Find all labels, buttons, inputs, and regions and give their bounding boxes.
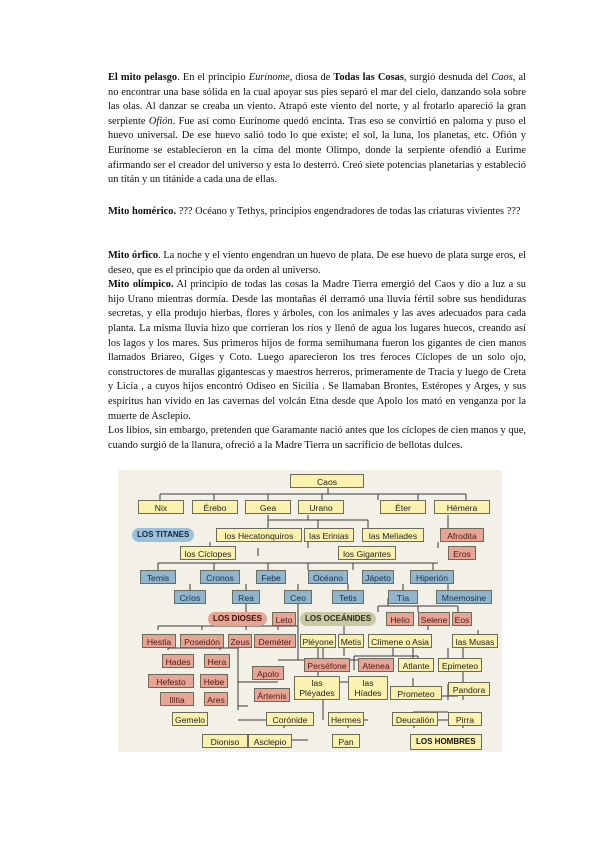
node-pan: Pan — [332, 734, 360, 748]
pelasgo-text-4: , al no encontrar una base sólida en la cual apoyar sus pies separó el mar del cielo, danzando sola sobre las olas. Al danzar se creaba un viento. Atrapó este viento del norte, y al frotarlo apareció la gran serpiente — [108, 72, 526, 127]
label-titanes: LOS TITANES — [132, 528, 194, 542]
node-hebe: Hebe — [200, 674, 228, 688]
node-artemis: Ártemis — [254, 688, 290, 702]
node-ciclopes: los Cíclopes — [180, 546, 236, 560]
node-gemelo: Gemelo — [172, 712, 208, 726]
node-atlante: Atlante — [398, 658, 434, 672]
paragraph-pelasgo — [108, 71, 526, 188]
node-hermes: Hermes — [328, 712, 364, 726]
node-pleyone: Pléyone — [300, 634, 336, 648]
paragraph-olimpico — [108, 278, 526, 424]
node-tetis: Tetis — [332, 590, 364, 604]
node-ares: Ares — [204, 692, 228, 706]
node-mnemosine: Mnemosine — [436, 590, 492, 604]
node-apolo: Apolo — [252, 666, 284, 680]
paragraph-libios — [108, 424, 526, 453]
node-tia: Tía — [388, 590, 418, 604]
orfico-title: Mito órfico — [108, 250, 159, 261]
node-hecatonquiros: los Hecatonquiros — [216, 528, 302, 542]
paragraph-orfico — [108, 249, 526, 278]
node-selene: Selene — [418, 612, 450, 626]
paragraph-homerico — [108, 205, 526, 220]
node-climene: Clímene o Asia — [368, 634, 432, 648]
node-cronos: Cronos — [200, 570, 240, 584]
olimpico-text: Al principio de todas las cosas la Madre Tierra emergió del Caos y dio a luz a su hijo Urano mientras dormía. Desde las montañas él derramó una lluvia fértil sobre sus hendiduras secretas, y ella produjo hierbas, flores y árboles, con los animales y las aves adecuados para cada planta. La misma lluvia hizo que corrieran los ríos y llenó de agua los lugares huecos, creando así los lagos y los mares. Sus primeros hijos de forma semihumana fueron los gigantes de cien manos llamados Briareo, Giges y Coto. Luego aparecieron los tres feroces Cíclopes de un solo ojo, constructores de murallas gigantescas y maestros herreros, primeramente de Tracia y luego de Creta y Licia , a cuyos hijos encontró Odiseo en Sicilia . Se llamaban Brontes, Estéropes y Arges, y sus espíritus han vivido en las cavernas del volcán Etna desde que Apolo los mató en venganza por la muerte de Asclepio. — [108, 279, 526, 422]
node-eter: Éter — [380, 500, 426, 514]
node-hiades: las Híades — [348, 676, 388, 700]
node-hemera: Hémera — [434, 500, 490, 514]
node-japeto: Jápeto — [362, 570, 394, 584]
node-zeus: Zeus — [228, 634, 252, 648]
node-gea: Gea — [245, 500, 291, 514]
node-crios: Críos — [174, 590, 206, 604]
eurinome-name: Eurínome — [248, 72, 290, 83]
homerico-text: ??? Océano y Tethys, principios engendradores de todas las criaturas vivientes ??? — [176, 206, 521, 217]
pelasgo-text-3: , surgió desnuda del — [403, 72, 492, 83]
node-oceano: Océano — [308, 570, 348, 584]
caos-word: Caos — [491, 72, 513, 83]
node-poseidon: Poseidón — [180, 634, 224, 648]
node-afrodita: Afrodita — [440, 528, 484, 542]
node-hades: Hades — [162, 654, 194, 668]
node-hestia: Hestia — [142, 634, 176, 648]
node-ilitia: Ilitia — [160, 692, 194, 706]
node-demeter: Deméter — [254, 634, 296, 648]
todas-las-cosas: Todas las Cosas — [333, 72, 404, 83]
pelasgo-title: El mito pelasgo — [108, 72, 178, 83]
node-deucalion: Deucalión — [392, 712, 438, 726]
node-temis: Temis — [140, 570, 176, 584]
pelasgo-text-2: , diosa de — [289, 72, 334, 83]
node-nix: Nix — [138, 500, 184, 514]
orfico-text: . La noche y el viento engendran un huevo de plata. De ese huevo de plata surge eros, el deseo, que es el principio que da orden al universo. — [108, 250, 526, 276]
family-tree-diagram — [118, 470, 502, 752]
node-erebo: Érebo — [192, 500, 238, 514]
node-leto: Leto — [272, 612, 296, 626]
node-febe: Febe — [256, 570, 286, 584]
node-helio: Helio — [386, 612, 414, 626]
node-asclepio: Asclepio — [248, 734, 292, 748]
pelasgo-text-1: . En el principio — [177, 72, 249, 83]
node-hefesto: Hefesto — [148, 674, 194, 688]
label-hombres: LOS HOMBRES — [410, 734, 482, 750]
node-dioniso: Dioniso — [202, 734, 248, 748]
node-erinias: las Erinias — [304, 528, 354, 542]
node-epimeteo: Epimeteo — [438, 658, 482, 672]
node-playades: las Pléyades — [294, 676, 340, 700]
homerico-title: Mito homérico. — [108, 206, 177, 217]
node-rea: Rea — [232, 590, 260, 604]
paragraph-group — [108, 249, 526, 453]
label-dioses: LOS DIOSES — [208, 612, 267, 626]
node-coronide: Corónide — [266, 712, 314, 726]
node-metis: Metis — [338, 634, 364, 648]
node-ceo: Ceo — [284, 590, 312, 604]
node-gigantes: los Gigantes — [338, 546, 396, 560]
olimpico-title: Mito olímpico. — [108, 279, 174, 291]
node-prometeo: Prometeo — [390, 686, 442, 700]
node-persefone: Perséfone — [304, 658, 350, 672]
node-hiperion: Hiperión — [410, 570, 454, 584]
node-caos: Caos — [290, 474, 364, 488]
ofion-name: Ofión — [148, 115, 173, 127]
node-urano: Urano — [298, 500, 344, 514]
node-meliades: las Melíades — [362, 528, 424, 542]
node-pirra: Pirra — [448, 712, 482, 726]
node-eos: Eos — [452, 612, 472, 626]
node-pandora: Pandora — [448, 682, 490, 696]
node-hera: Hera — [204, 654, 230, 668]
libios-text: Los libios, sin embargo, pretenden que Garamante nació antes que los cíclopes de cien manos y que, cuando surgió de la llanura, ofreció a la Madre Tierra un sacrificio de bellotas dulces. — [108, 425, 526, 451]
node-atenea: Atenea — [358, 658, 394, 672]
label-oceanides: LOS OCEÁNIDES — [300, 612, 376, 626]
node-musas: las Musas — [452, 634, 498, 648]
node-eros: Eros — [448, 546, 476, 560]
pelasgo-text-5: . Fue así como Eurínome quedó encinta. Tras eso se convirtió en paloma y puso el huevo universal. De ese huevo salió todo lo que existe; el sol, la luna, los planetas, etc. Ofión y Eurínome se establecieron en la cima del monte Olimpo, donde la serpiente ofendió a Eurime afirmando ser el creador del universo y esta lo desterró. Creó siete potencias planetarias y estableció un titán y un titánide a cada una de ellas. — [108, 115, 526, 186]
